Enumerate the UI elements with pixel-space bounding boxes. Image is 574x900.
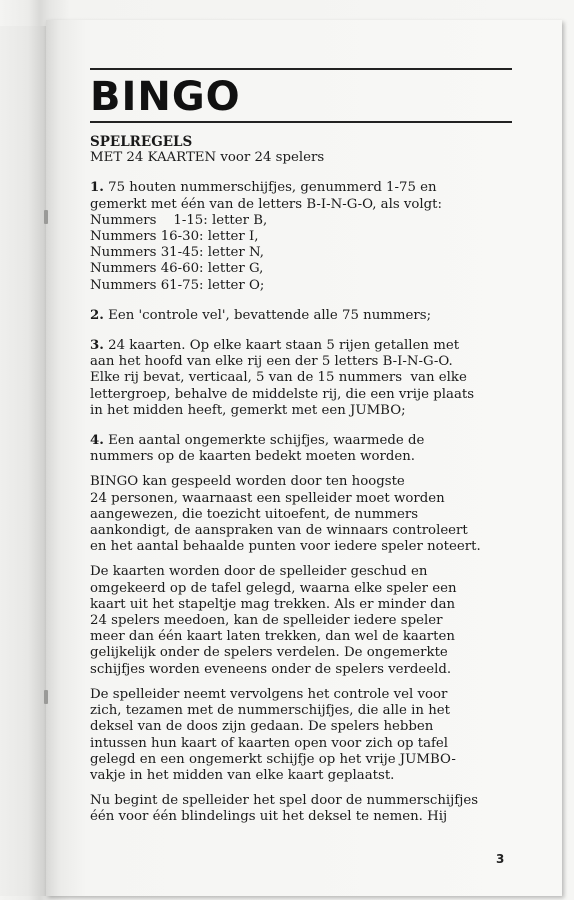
rule-item-line: in het midden heeft, gemerkt met een JUMBO; [90,402,406,418]
page-number: 3 [496,852,505,866]
rule-item-1 [90,180,520,293]
rule-item-line: Nummers 1-15: letter B, [90,212,268,228]
paragraph-line: BINGO kan gespeeld worden door ten hoogste [90,474,405,490]
bottom-rule [90,121,512,123]
rule-item-line: Nummers 46-60: letter G, [90,261,264,277]
paragraph-line: De kaarten worden door de spelleider geschud en [90,564,428,580]
rules-subheading: MET 24 KAARTEN voor 24 spelers [90,150,325,166]
rule-item-number: 1. [90,180,104,196]
paragraph-line: zich, tezamen met de nummerschijfjes, die alle in het [90,703,450,719]
paragraph [90,564,520,677]
paragraph-line: De spelleider neemt vervolgens het controle vel voor [90,686,448,702]
rule-item-line: Nummers 61-75: letter O; [90,277,265,293]
rule-item-2 [90,308,520,324]
rule-item-line: Nummers 31-45: letter N, [90,245,265,261]
rule-item-text: 75 houten nummerschijfjes, genummerd 1-75 en [103,180,437,196]
paragraph-line: omgekeerd op de tafel gelegd, waarna elke speler een [90,580,457,596]
paragraph-line: gelijkelijk onder de spelers verdelen. De ongemerkte [90,645,448,661]
paragraph-line: één voor één blindelings uit het deksel te nemen. Hij [90,809,448,825]
paragraph-line: intussen hun kaart of kaarten open voor zich op tafel [90,735,449,751]
paragraph [90,793,520,825]
paragraph-line: aankondigt, de aanspraken van de winnaars controleert [90,523,468,539]
bingo-logo: BINGO [90,74,241,120]
rule-item-3 [90,338,520,419]
paragraph-line: deksel van de doos zijn gedaan. De spelers hebben [90,719,434,735]
rules-text [90,134,520,826]
staple-bottom [44,690,48,704]
rule-item-line: aan het hoofd van elke rij een der 5 letters B-I-N-G-O. [90,354,453,370]
rule-item-line: nummers op de kaarten bedekt moeten worden. [90,449,416,465]
rule-item-text: Een aantal ongemerkte schijfjes, waarmede de [103,433,425,449]
rules-heading: SPELREGELS [90,134,193,150]
paragraph-line: kaart uit het stapeltje mag trekken. Als er minder dan [90,596,456,612]
rule-item-text: 24 kaarten. Op elke kaart staan 5 rijen getallen met [103,338,460,354]
rule-item-4 [90,433,520,465]
rule-item-number: 2. [90,307,104,323]
left-page-edge [0,26,47,896]
paragraph-line: 24 spelers meedoen, kan de spelleider iedere speler [90,613,443,629]
rule-item-line [90,180,520,196]
rule-item-line [90,433,520,449]
rule-item-line: gemerkt met één van de letters B-I-N-G-O, als volgt: [90,196,442,212]
paragraph-line: vakje in het midden van elke kaart geplaatst. [90,767,395,783]
rule-item-number: 3. [90,338,104,354]
paragraph-line: aangewezen, die toezicht uitoefent, de nummers [90,506,419,522]
numbered-items [90,180,520,474]
top-rule [90,68,512,70]
rule-item-number: 4. [90,433,104,449]
rule-item-line [90,308,520,324]
rule-item-line: Elke rij bevat, verticaal, 5 van de 15 nummers van elke [90,370,467,386]
rule-item-line: lettergroep, behalve de middelste rij, die een vrije plaats [90,386,475,402]
paragraph-line: gelegd en een ongemerkt schijfje op het vrije JUMBO- [90,751,456,767]
body-paragraphs [90,474,520,825]
paragraph-line: meer dan één kaart laten trekken, dan wel de kaarten [90,629,455,645]
paragraph [90,474,520,555]
paragraph-line: Nu begint de spelleider het spel door de nummerschijfjes [90,793,479,809]
paragraph-line: en het aantal behaalde punten voor iedere speler noteert. [90,539,481,555]
rule-item-line: Nummers 16-30: letter I, [90,229,259,245]
rule-item-line [90,338,520,354]
paragraph-line: schijfjes worden eveneens onder de spelers verdeeld. [90,661,452,677]
rule-item-text: Een 'controle vel', bevattende alle 75 nummers; [103,307,432,323]
staple-top [44,210,48,224]
paragraph-line: 24 personen, waarnaast een spelleider moet worden [90,490,445,506]
paragraph [90,687,520,784]
